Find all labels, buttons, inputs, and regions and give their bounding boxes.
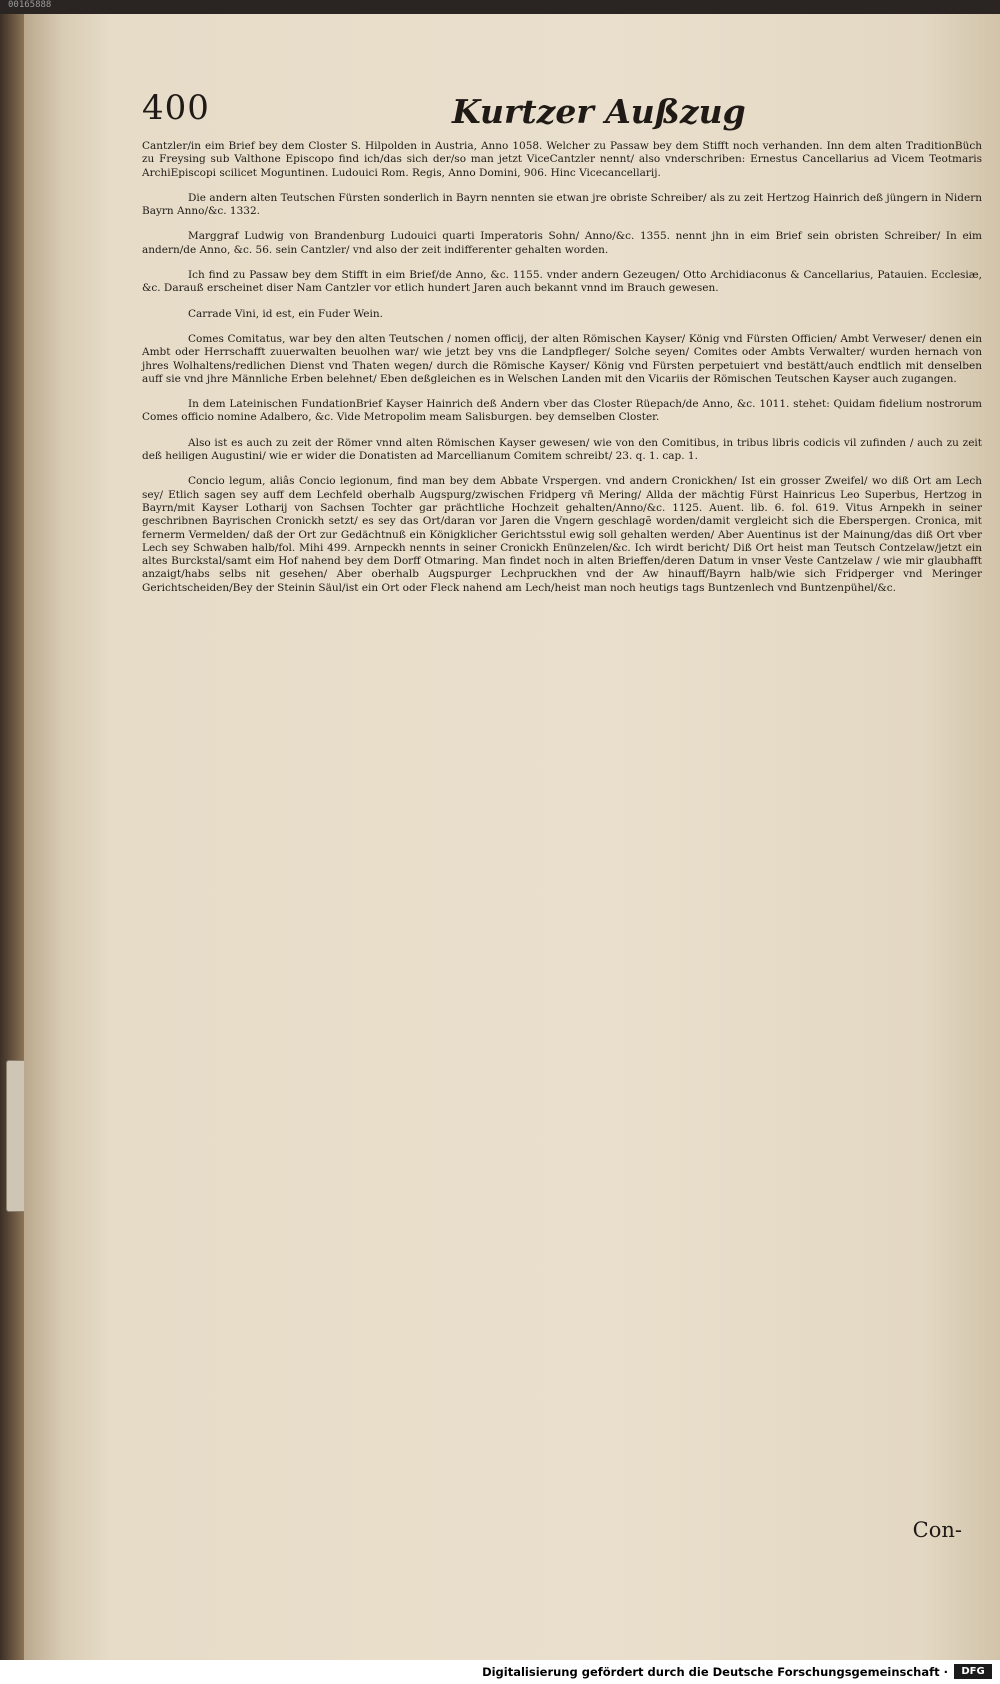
scan-identifier: 00165888 bbox=[8, 0, 52, 10]
running-head: Kurtzer Außzug bbox=[452, 92, 746, 131]
paragraph-1: Cantzler/in eim Brief bey dem Closter S. Hilpolden in Austria, Anno 1058. Welcher zu Passaw bey dem Stifft noch verhanden. Inn dem alten TraditionBüch zu Freysing sub Valthone Episcopo find ich/das sich der/so man jetzt ViceCantzler nennt/ also vnderschriben: Ernestus Cancellarius ad Vicem Teotmaris ArchiEpiscopi scilicet Moguntinen. Ludouici Rom. Regis, Anno Domini, 906. Hinc Vicecancellarij. bbox=[142, 140, 982, 179]
paragraph-4: Ich find zu Passaw bey dem Stifft in eim Brief/de Anno, &c. 1155. vnder andern Gezeugen/ Otto Archidiaconus & Cancellarius, Patauien. Ecclesiæ, &c. Darauß erscheinet diser Nam Cantzler vor etlich hundert Jaren auch bekannt vnnd im Brauch gewesen. bbox=[142, 269, 982, 295]
paragraph-3: Marggraf Ludwig von Brandenburg Ludouici quarti Imperatoris Sohn/ Anno/&c. 1355. nennt jhn in eim Brief sein obristen Schreiber/ In eim andern/de Anno, &c. 56. sein Cantzler/ vnd also der zeit indifferenter gehalten worden. bbox=[142, 230, 982, 256]
paragraph-8: Also ist es auch zu zeit der Römer vnnd alten Römischen Kayser gewesen/ wie von den Comitibus, in tribus libris codicis vil zufinden / auch zu zeit deß heiligen Augustini/ wie er wider die Donatisten ad Marcellianum Comitem schreibt/ 23. q. 1. cap. 1. bbox=[142, 436, 982, 463]
paragraph-9: Concio legum, aliâs Concio legionum, find man bey dem Abbate Vrspergen. vnd andern Cronickhen/ Ist ein grosser Zweifel/ wo diß Ort am Lech sey/ Etlich sagen sey auff dem Lechfeld oberhalb Augspurg/zwischen Fridperg vñ Mering/ Allda der mächtig Fürst Hainricus Leo Superbus, Hertzog in Bayrn/mit Kayser Lotharij von Sachsen Tochter gar prächtliche Hochzeit gehalten/Anno/&c. 1125. Auent. lib. 6. fol. 619. Vitus Arnpekh in seiner geschribnen Bayrischen Cronickh setzt/ es sey das Ort/daran vor Jaren die Vngern geschlagẽ worden/damit vergleicht sich die Eberspergen. Cronica, mit fernerm Vermelden/ daß der Ort zur Gedächtnuß ein Königklicher Gerichtsstul ewig soll gehalten werden/ Aber Auentinus ist der Mainung/das diß Ort vber Lech sey Schwaben halb/fol. Mihi 499. Arnpeckh nennts in seiner Cronickh Enünzelen/&c. Ich wirdt bericht/ Diß Ort heist man Teutsch Contzelaw/jetzt ein altes Burckstal/samt eim Hof nahend bey dem Dorff Otmaring. Man findet noch in alten Brieffen/deren Datum in vnser Veste Cantzelaw / wie mir glaubhafft anzaigt/habs selbs nit gesehen/ Aber oberhalb Augspurger Lechpruckhen vnd der Aw hinauff/Bayrn halb/wie sich Fridperger vnd Meringer Gerichtscheiden/Bey der Steinin Säul/ist ein Ort oder Fleck nahend am Lech/heist man noch heutigs tags Buntzenlech vnd Buntzenpühel/&c. bbox=[142, 475, 982, 594]
paragraph-2: Die andern alten Teutschen Fürsten sonderlich in Bayrn nennten sie etwan jre obriste Schreiber/ als zu zeit Hertzog Hainrich deß jüngern in Nidern Bayrn Anno/&c. 1332. bbox=[142, 191, 982, 218]
page-number: 400 bbox=[142, 88, 210, 128]
book-spine-edge bbox=[0, 14, 24, 1660]
book-page bbox=[24, 14, 1000, 1660]
paragraph-7: In dem Lateinischen FundationBrief Kayser Hainrich deß Andern vber das Closter Rüepach/de Anno, &c. 1011. stehet: Quidam fidelium nostrorum Comes officio nomine Adalbero, &c. Vide Metropolim meam Salisburgen. bey demselben Closter. bbox=[142, 398, 982, 424]
paragraph-5: Carrade Vini, id est, ein Fuder Wein. bbox=[188, 307, 383, 320]
catchword: Con- bbox=[912, 1518, 962, 1542]
footer-credit: Digitalisierung gefördert durch die Deutsche Forschungsgemeinschaft · bbox=[482, 1665, 948, 1679]
digitization-footer bbox=[0, 1660, 1000, 1684]
scan-top-bar bbox=[0, 0, 1000, 14]
paragraph-6: Comes Comitatus, war bey den alten Teutschen / nomen officij, der alten Römischen Kayser/ König vnd Fürsten Officien/ Ambt Verweser/ denen ein Ambt oder Herrschafft zuuerwalten beuolhen war/ wie jetzt bey vns die Landpfleger/ Solche seyen/ Comites oder Ambts Verwalter/ wurden hernach von jhres Wolhaltens/redlichen Dienst vnd Thaten wegen/ durch die Römische Kayser/ König vnd Fürsten perpetuiert vnd bestätt/auch endtlich mit denselben auff sie vnd jhre Männliche Erben belehnet/ Eben deßgleichen es in Welschen Landen mit den Vicariis der Römischen Teutschen Kayser auch zugangen. bbox=[142, 332, 982, 385]
dfg-logo: DFG bbox=[954, 1664, 992, 1679]
page-header bbox=[142, 88, 982, 140]
page-content bbox=[142, 88, 982, 1608]
